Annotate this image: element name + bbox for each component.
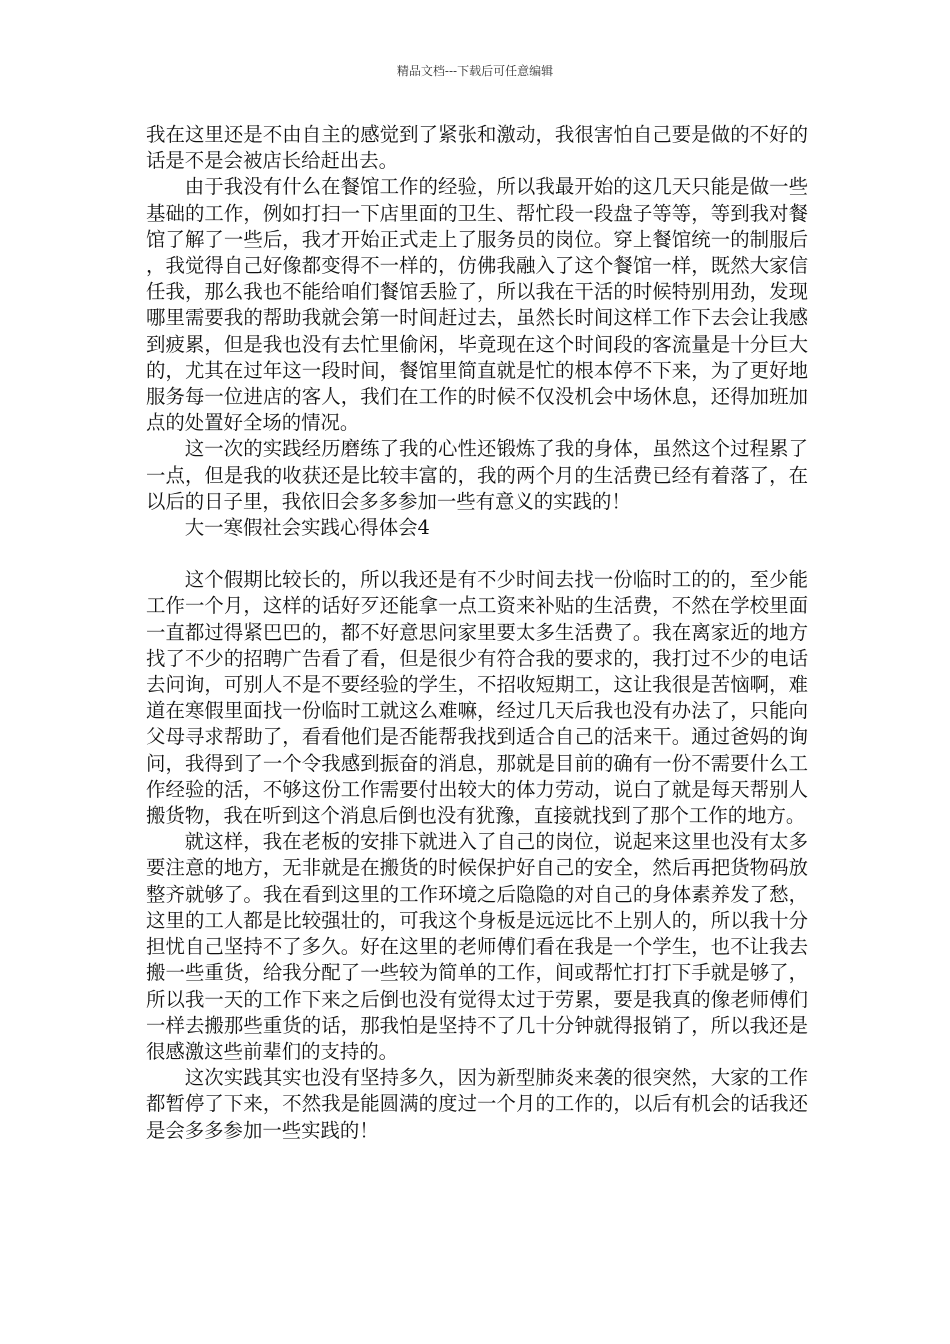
blank-line <box>146 541 808 567</box>
paragraph-4: 这个假期比较长的，所以我还是有不少时间去找一份临时工的的，至少能工作一个月，这样的话好歹还能拿一点工资来补贴的生活费，不然在学校里面一直都过得紧巴巴的，都不好意思问家里要太多生活费了。我在离家近的地方找了不少的招聘广告看了看，但是很少有符合我的要求的，我打过不少的电话去问询，可别人不是不要经验的学生，不招收短期工，这让我很是苦恼啊，难道在寒假里面找一份临时工就这么难嘛，经过几天后我也没有办法了，只能向父母寻求帮助了，看看他们是否能帮我找到适合自己的活来干。通过爸妈的询问，我得到了一个令我感到振奋的消息，那就是目前的确有一份不需要什么工作经验的活，不够这份工作需要付出较大的体力劳动，说白了就是每天帮别人搬货物，我在听到这个消息后倒也没有犹豫，直接就找到了那个工作的地方。 <box>146 568 808 828</box>
section-heading: 大一寒假社会实践心得体会4 <box>184 516 430 540</box>
page-header: 精品文档---下载后可任意编辑 <box>396 64 554 78</box>
paragraph-5: 就这样，我在老板的安排下就进入了自己的岗位，说起来这里也没有太多要注意的地方，无非就是在搬货的时候保护好自己的安全，然后再把货物码放整齐就够了。我在看到这里的工作环境之后隐隐的对自己的身体素养发了愁，这里的工人都是比较强壮的，可我这个身板是远远比不上别人的，所以我十分担忧自己坚持不了多久。好在这里的老师傅们看在我是一个学生，也不让我去搬一些重货，给我分配了一些较为简单的工作，间或帮忙打打下手就是够了，所以我一天的工作下来之后倒也没有觉得太过于劳累，要是我真的像老师傅们一样去搬那些重货的话，那我怕是坚持不了几十分钟就得报销了，所以我还是很感激这些前辈们的支持的。 <box>146 830 808 1063</box>
document-body <box>146 122 808 1144</box>
paragraph-2: 由于我没有什么在餐馆工作的经验，所以我最开始的这几天只能是做一些基础的工作，例如打扫一下店里面的卫生、帮忙段一段盘子等等，等到我对餐馆了解了一些后，我才开始正式走上了服务员的岗位。穿上餐馆统一的制服后，我觉得自己好像都变得不一样的，仿佛我融入了这个餐馆一样，既然大家信任我，那么我也不能给咱们餐馆丢脸了，所以我在干活的时候特别用劲，发现哪里需要我的帮助我就会第一时间赶过去，虽然长时间这样工作下去会让我感到疲累，但是我也没有去忙里偷闲，毕竟现在这个时间段的客流量是十分巨大的，尤其在过年这一段时间，餐馆里简直就是忙的根本停不下来，为了更好地服务每一位进店的客人，我们在工作的时候不仅没机会中场休息，还得加班加点的处置好全场的情况。 <box>146 175 808 435</box>
paragraph-6: 这次实践其实也没有坚持多久，因为新型肺炎来袭的很突然，大家的工作都暂停了下来，不然我是能圆满的度过一个月的工作的，以后有机会的话我还是会多多参加一些实践的！ <box>146 1066 808 1142</box>
paragraph-1: 我在这里还是不由自主的感觉到了紧张和激动，我很害怕自己要是做的不好的话是不是会被店长给赶出去。 <box>146 123 808 173</box>
paragraph-3: 这一次的实践经历磨练了我的心性还锻炼了我的身体，虽然这个过程累了一点，但是我的收获还是比较丰富的，我的两个月的生活费已经有着落了，在以后的日子里，我依旧会多多参加一些有意义的实践的！ <box>146 437 808 513</box>
